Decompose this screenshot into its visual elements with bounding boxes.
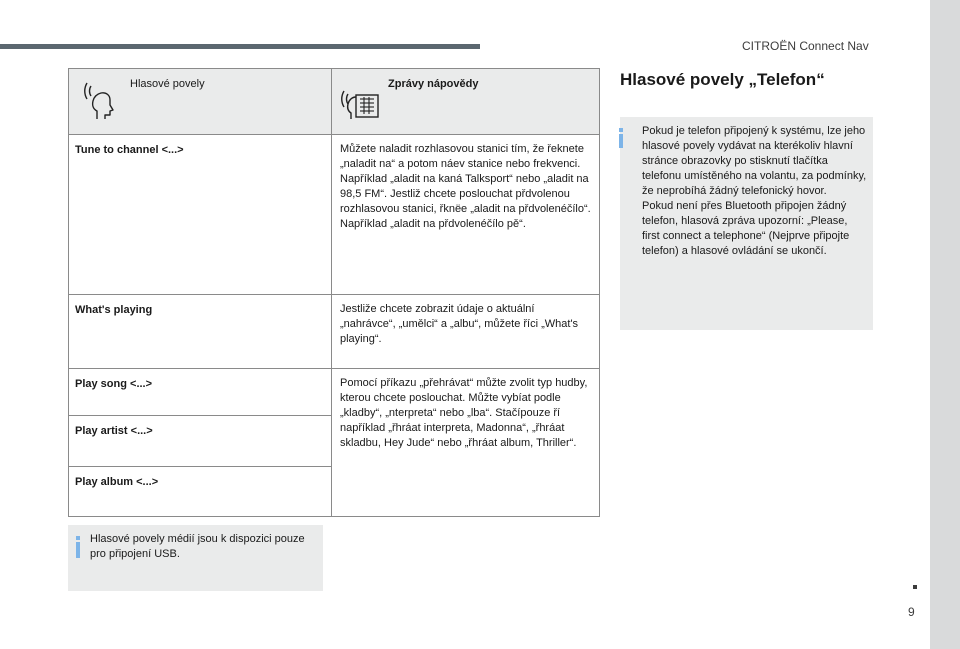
media-note-text: Hlasové povely médií jsou k dispozici pouze pro připojení USB. bbox=[90, 533, 305, 560]
command-name: Play album <...> bbox=[75, 476, 159, 488]
command-name: Tune to channel <...> bbox=[75, 144, 184, 156]
side-strip bbox=[930, 0, 960, 649]
phone-note-paragraph-1: Pokud je telefon připojený k systému, lze jeho hlasové povely vydávat na kterékoliv hlavní stránce obrazovky po stisknutí tlačítka telefonu umístěného na volantu, za podmínky, že neprobíhá žádný telefonický hovor. bbox=[642, 125, 867, 197]
table-row bbox=[69, 135, 600, 295]
help-text: Jestliže chcete zobrazit údaje o aktuální „nahrávce“, „umělci“ a „albu“, můžete říci „What's playing“. bbox=[340, 303, 579, 345]
voice-command-table bbox=[68, 68, 600, 517]
section-title: Hlasové povely „Telefon“ bbox=[620, 70, 825, 89]
header-cell-help bbox=[332, 69, 600, 135]
page-number: 9 bbox=[908, 605, 915, 619]
command-name: Play song <...> bbox=[75, 378, 153, 390]
help-text: Pomocí příkazu „přehrávat“ můžte zvolit typ hudby, kterou chcete poslouchat. Můžte vybíat podle „kladby“, „nterpreta“ nebo „lba“. Stačípouze ří například „řhráat interpreta, Madonna“, „řhráat skladbu, Hey Jude“ nebo „řhráat album, Thriller“. bbox=[340, 377, 588, 449]
page-marker bbox=[913, 585, 917, 589]
phone-note-panel bbox=[620, 117, 873, 330]
phone-note-paragraph-2: Pokud není přes Bluetooth připojen žádný telefon, hlasová zpráva upozorní: „Please, first connect a telephone“ (Nejprve připojte telefon) a hlasové ovládání se ukončí. bbox=[642, 200, 850, 257]
header-rule bbox=[0, 44, 480, 49]
brand-title: CITROËN Connect Nav bbox=[742, 39, 869, 53]
header-cell-commands bbox=[69, 69, 332, 135]
media-note-panel bbox=[68, 525, 323, 591]
help-text: Můžete naladit rozhlasovou stanici tím, že řeknete „naladit na“ a potom náev stanice nebo frekvenci. Například „aladit na kaná Talksport“ nebo „aladit na 98,5 FM“. Jestliž chcete poslouchat přdvolenou rozhlasovou stanici, řknëe „aladit na přdvolenéčílo“. Například „aladit na přdvolenéčílo pě“. bbox=[340, 143, 591, 230]
table-row bbox=[69, 295, 600, 369]
phone-note-text bbox=[642, 124, 868, 259]
table-header-row bbox=[69, 69, 600, 135]
voice-help-icon bbox=[340, 81, 380, 121]
command-name: Play artist <...> bbox=[75, 425, 153, 437]
header-commands-label: Hlasové povely bbox=[130, 78, 205, 90]
command-name: What's playing bbox=[75, 304, 153, 316]
table-row bbox=[69, 369, 600, 416]
header-help-label: Zprávy nápovědy bbox=[388, 78, 479, 90]
voice-command-icon bbox=[83, 81, 117, 121]
